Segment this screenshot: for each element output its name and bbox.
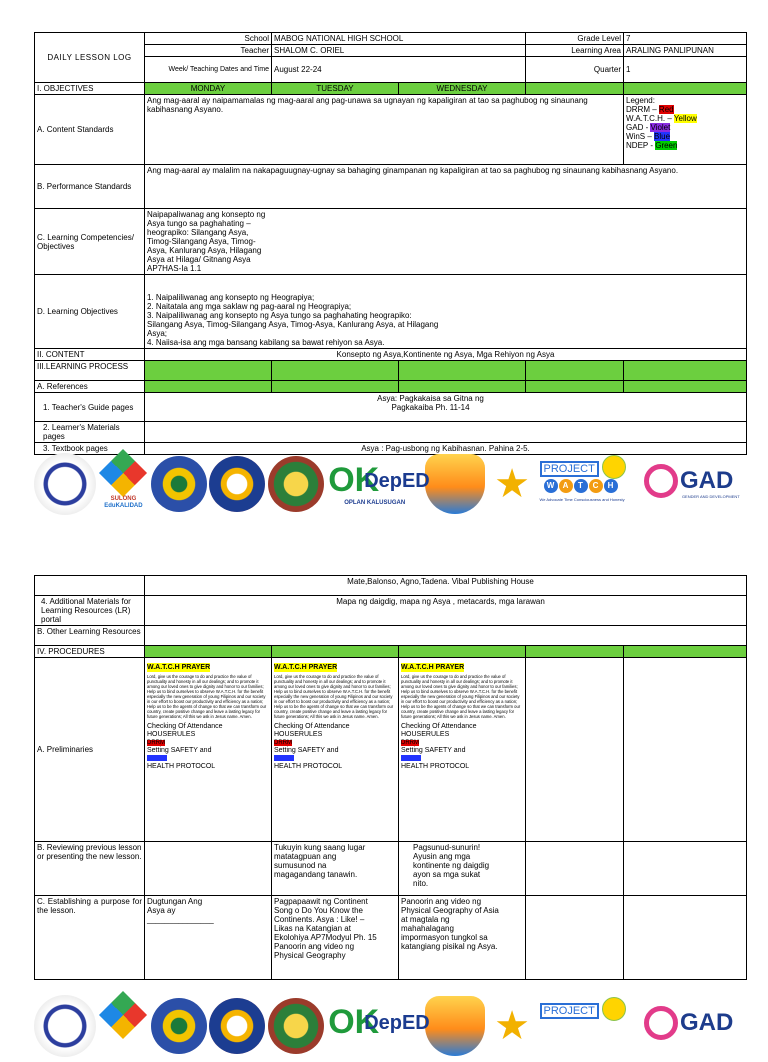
legend-gad: GAD - Violet <box>626 123 671 132</box>
preliminaries-label: A. Preliminaries <box>35 658 145 842</box>
learners-materials-text <box>145 422 747 443</box>
watch-prayer-title: W.A.T.C.H PRAYER <box>147 664 211 671</box>
star-logo: ★ <box>494 462 530 506</box>
logo-strip-bottom <box>34 990 746 1062</box>
sulong-edukalidad-logo <box>98 996 148 1056</box>
ref-cell-2 <box>272 381 399 393</box>
watch-prayer-text: Lord, give us the courage to do and practice the value of punctuality and honesty in all our dealings; and to promote it among our loved ones to give dignity and honor to our families; Help us to bind ourselves to observe W.A.T.C.H. for the benefit especially the new generation of young Filipinos and our society in our effort to boost our productivity and efficiency as a nation; Help us to be the agents of change so that we can transform our country, create positive change and leave a lasting legacy for future generations; All this we ask in Jesus name. Amen. <box>274 674 394 719</box>
ok-sa-deped-logo: OK DepED OPLAN KALUSUGAN <box>328 461 430 506</box>
review-blank-1 <box>526 842 624 896</box>
watch-prayer-text: Lord, give us the courage to do and practice the value of punctuality and honesty in all our dealings; and to promote it among our loved ones to give dignity and honor to our families; Help us to bind ourselves to observe W.A.T.C.H. for the benefit especially the new generation of young Filipinos and our society in our effort to boost our productivity and efficiency as a nation; Help us to be the agents of change so that we can transform our country, create positive change and leave a lasting legacy for future generations; All this we ask in Jesus name. Amen. <box>147 674 267 719</box>
prelim-monday <box>145 658 272 842</box>
competencies-text: Naipapaliwanag ang konsepto ng Asya tungo sa paghahating –heograpiko: Silangang Asya, Timog-Silangang Asya, Timog-Asya, Kanlurang Asya, Hilagang Asya at Hilaga/ Gitnang Asya AP7HAS-Ia 1.1 <box>145 209 272 275</box>
week-label: Week/ Teaching Dates and Time <box>145 57 272 83</box>
teacher-value: SHALOM C. ORIEL <box>272 45 526 57</box>
houserules-text: HOUSERULES <box>274 731 323 738</box>
tb-cont-blank <box>35 576 145 596</box>
ok-sa-deped-logo: OK DepED <box>328 1003 430 1041</box>
ref-cell-3 <box>399 381 526 393</box>
wins-bar <box>274 755 294 761</box>
legend-watch: W.A.T.C.H. – Yellow <box>626 114 697 123</box>
prelim-blank-1 <box>526 658 624 842</box>
prelim-wednesday <box>399 658 526 842</box>
review-monday <box>145 842 272 896</box>
other-resources-label: B. Other Learning Resources <box>35 626 145 646</box>
legend-title: Legend: <box>626 96 655 105</box>
day-blank-1 <box>526 83 624 95</box>
lp-cell-1 <box>145 361 272 381</box>
proc-cell-5 <box>624 646 747 658</box>
textbook-text-cont: Mate,Balonso, Agno,Tadena. Vibal Publishing House <box>145 576 747 596</box>
division-crest-logo <box>425 454 485 514</box>
quarter-label: Quarter <box>526 57 624 83</box>
content-standards-label: A. Content Standards <box>35 95 145 165</box>
school-seal-logo <box>151 998 207 1054</box>
lp-cell-3 <box>399 361 526 381</box>
division-crest-logo <box>425 996 485 1056</box>
gad-logo: GAD <box>642 1000 746 1052</box>
grade-value: 7 <box>624 33 747 45</box>
review-tuesday: Tukuyin kung saang lugar matatagpuan ang sumusunod na magagandang tanawin. <box>272 842 399 896</box>
textbook-text: Asya : Pag-usbong ng Kabihasnan. Pahina 2-5. <box>145 443 747 455</box>
objective-1: 1. Naipaliliwanag ang konsepto ng Heograpiya; <box>147 293 315 302</box>
lp-cell-5 <box>624 361 747 381</box>
school-seal-logo <box>151 456 207 512</box>
review-blank-2 <box>624 842 747 896</box>
purpose-label: C. Establishing a purpose for the lesson. <box>35 896 145 980</box>
competencies-blank <box>272 209 747 275</box>
area-value: ARALING PANLIPUNAN <box>624 45 747 57</box>
health-protocol-text: HEALTH PROTOCOL <box>274 763 343 770</box>
school-emblem-logo <box>268 456 324 512</box>
prelim-blank-2 <box>624 658 747 842</box>
legend-drrm: DRRM – Red <box>626 105 674 114</box>
legend <box>624 95 747 165</box>
review-wednesday: Pagsunud-sunurin! Ayusin ang mga kontinente ng daigdig ayon sa mga sukat nito. <box>399 842 526 896</box>
sulong-edukalidad-logo: SULONG EduKALIDAD <box>98 454 148 514</box>
drrm-tag: DRRM <box>401 740 419 746</box>
teachers-guide-text: Asya: Pagkakaisa sa Gitna ng Pagkakaiba Ph. 11-14 <box>145 393 747 422</box>
references-label: A. References <box>35 381 145 393</box>
logo-strip-top <box>34 448 746 520</box>
lp-cell-2 <box>272 361 399 381</box>
school-label: School <box>145 33 272 45</box>
student-government-logo <box>209 998 265 1054</box>
learning-process-label: III.LEARNING PROCESS <box>35 361 145 381</box>
lesson-log-table-2 <box>34 575 747 980</box>
ref-cell-1 <box>145 381 272 393</box>
legend-ndep: NDEP - Green <box>626 141 678 150</box>
day-wednesday: WEDNESDAY <box>399 83 526 95</box>
lesson-log-table-1 <box>34 32 747 455</box>
objective-2: 2. Naitatala ang mga saklaw ng pag-aaral ng Heograpiya; <box>147 302 352 311</box>
area-label: Learning Area <box>526 45 624 57</box>
proc-cell-1 <box>145 646 272 658</box>
deped-seal-logo <box>34 995 96 1057</box>
other-resources-text <box>145 626 747 646</box>
content-standards-text: Ang mag-aaral ay naipamamalas ng mag-aaral ang pag-unawa sa ugnayan ng kapaligiran at tao sa paghubog ng sinaunang kabihasnang Asyano. <box>145 95 624 165</box>
gad-logo: GAD GENDER AND DEVELOPMENT <box>642 458 746 510</box>
learning-objectives-text <box>145 275 747 349</box>
purpose-wednesday: Panoorin ang video ng Physical Geography of Asia at magtala ng mahahalagang impormasyon tungkol sa katangiang pisikal ng Asya. <box>399 896 526 980</box>
performance-standards-label: B. Performance Standards <box>35 165 145 209</box>
week-value: August 22-24 <box>272 57 526 83</box>
ref-cell-5 <box>624 381 747 393</box>
additional-materials-label: 4. Additional Materials for Learning Resources (LR) portal <box>35 596 145 626</box>
attendance-text: Checking Of Attendance <box>147 723 223 730</box>
objective-4: 4. Naiisa-isa ang mga bansang kabilang sa bawat rehiyon sa Asya. <box>147 338 385 347</box>
purpose-monday-blank: _______________ <box>147 915 214 924</box>
watch-prayer-title: W.A.T.C.H PRAYER <box>274 664 338 671</box>
ref-cell-4 <box>526 381 624 393</box>
purpose-blank-2 <box>624 896 747 980</box>
quarter-value: 1 <box>624 57 747 83</box>
health-protocol-text: HEALTH PROTOCOL <box>401 763 470 770</box>
deped-seal-logo <box>34 453 96 515</box>
proc-cell-3 <box>399 646 526 658</box>
competencies-label: C. Learning Competencies/ Objectives <box>35 209 145 275</box>
additional-materials-text: Mapa ng daigdig, mapa ng Asya , metacards, mga larawan <box>145 596 747 626</box>
objectives-label: I. OBJECTIVES <box>35 83 145 95</box>
performance-standards-text: Ang mag-aaral ay malalim na nakapaguugnay-ugnay sa bahaging ginampanan ng kapaligiran at tao sa paghubog ng sinaunang kabihasnang Asyano. <box>145 165 747 209</box>
lp-cell-4 <box>526 361 624 381</box>
textbook-label: 3. Textbook pages <box>35 443 145 455</box>
school-emblem-logo <box>268 998 324 1054</box>
grade-label: Grade Level <box>526 33 624 45</box>
safety-text: Setting SAFETY and <box>274 747 339 754</box>
safety-text: Setting SAFETY and <box>147 747 212 754</box>
doc-title: DAILY LESSON LOG <box>35 33 145 83</box>
legend-wins: WinS – Blue <box>626 132 671 141</box>
purpose-tuesday: Pagpapaawit ng Continent Song o Do You Know the Continents. Asya : Like! – Likas na Katangian at Ekolohiya AP7Modyul Ph. 15 Panoorin ang video ng Physical Geography <box>272 896 399 980</box>
content-label: II. CONTENT <box>35 349 145 361</box>
watch-prayer-title: W.A.T.C.H PRAYER <box>401 664 465 671</box>
prelim-tuesday <box>272 658 399 842</box>
safety-text: Setting SAFETY and <box>401 747 466 754</box>
learning-objectives-label: D. Learning Objectives <box>35 275 145 349</box>
teacher-label: Teacher <box>145 45 272 57</box>
drrm-tag: DRRM <box>274 740 292 746</box>
purpose-blank-1 <box>526 896 624 980</box>
content-text: Konsepto ng Asya,Kontinente ng Asya, Mga Rehiyon ng Asya <box>145 349 747 361</box>
health-protocol-text: HEALTH PROTOCOL <box>147 763 216 770</box>
watch-prayer-text: Lord, give us the courage to do and practice the value of punctuality and honesty in all our dealings; and to promote it among our loved ones to give dignity and honor to our families; Help us to bind ourselves to observe W.A.T.C.H. for the benefit especially the new generation of young Filipinos and our society in our effort to boost our productivity and efficiency as a nation; Help us to be the agents of change so that we can transform our country, create positive change and leave a lasting legacy for future generations; All this we ask in Jesus name. Amen. <box>401 674 521 719</box>
drrm-tag: DRRM <box>147 740 165 746</box>
objective-3: 3. Naipaliliwanag ang konsepto ng Asya tungo sa paghahating heograpiko: Silangang Asya, Timog-Silangang Asya, Timog-Asya, Kanlurang Asya, at Hilagang Asya; <box>147 311 439 338</box>
day-tuesday: TUESDAY <box>272 83 399 95</box>
proc-cell-2 <box>272 646 399 658</box>
project-watch-logo: PROJECT W A T C H We Advocate Time Consciousness and Honesty <box>540 455 640 513</box>
attendance-text: Checking Of Attendance <box>401 723 477 730</box>
school-value: MABOG NATIONAL HIGH SCHOOL <box>272 33 526 45</box>
project-watch-logo: PROJECT <box>540 997 640 1055</box>
attendance-text: Checking Of Attendance <box>274 723 350 730</box>
houserules-text: HOUSERULES <box>401 731 450 738</box>
wins-bar <box>401 755 421 761</box>
learners-materials-label: 2. Learner's Materials pages <box>35 422 145 443</box>
houserules-text: HOUSERULES <box>147 731 196 738</box>
proc-cell-4 <box>526 646 624 658</box>
day-blank-2 <box>624 83 747 95</box>
teachers-guide-label: 1. Teacher's Guide pages <box>35 393 145 422</box>
reviewing-label: B. Reviewing previous lesson or presenting the new lesson. <box>35 842 145 896</box>
student-government-logo <box>209 456 265 512</box>
purpose-monday <box>145 896 272 980</box>
purpose-monday-text: Dugtungan Ang Asya ay <box>147 897 203 915</box>
day-monday: MONDAY <box>145 83 272 95</box>
star-logo: ★ <box>494 1004 530 1048</box>
procedures-label: IV. PROCEDURES <box>35 646 145 658</box>
wins-bar <box>147 755 167 761</box>
